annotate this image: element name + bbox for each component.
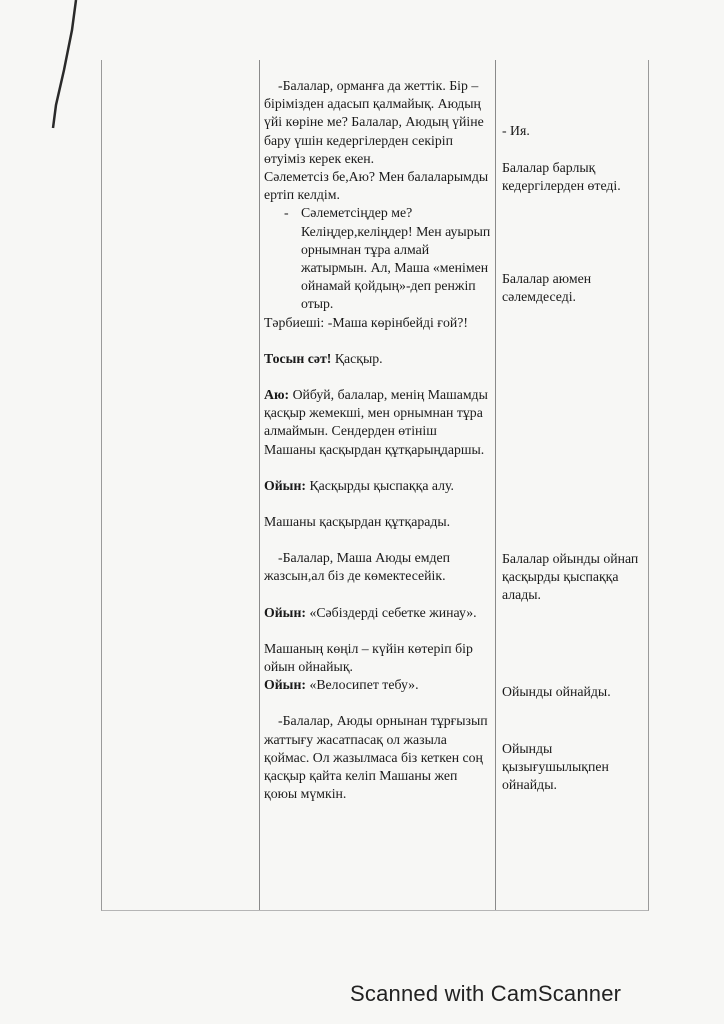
game2-text: «Сәбіздерді себетке жинау». bbox=[309, 604, 477, 620]
scan-edge-mark bbox=[48, 0, 78, 130]
game2-label: Ойын: bbox=[264, 604, 306, 620]
bear-label: Аю: bbox=[264, 387, 290, 403]
intro-paragraph: -Балалар, орманға да жеттік. Бір – бірімізден адасып қалмайық. Аюдың үйі көріне ме? Балалар, Аюдың үйіне бару үшін кедергілерден секіріп өтуіміз керек екен. bbox=[264, 78, 484, 166]
game3-label: Ойын: bbox=[264, 677, 306, 693]
teacher-activity-column bbox=[264, 77, 492, 804]
mood-line: Машаның көңіл – күйін көтеріп бір ойын ойнайық. bbox=[264, 640, 473, 675]
bullet-dash: - bbox=[284, 205, 289, 221]
game1-line bbox=[264, 477, 492, 495]
help-line: -Балалар, Маша Аюды емдеп жазсын,ал біз де көмектесейік. bbox=[264, 550, 450, 584]
column-divider-right bbox=[495, 60, 496, 910]
game3-text: «Велосипет тебу». bbox=[309, 677, 419, 693]
child-play-interest: Ойынды қызығушылықпен ойнайды. bbox=[502, 741, 609, 793]
bear-reply-text: Сәлеметсіңдер ме? Келіңдер,келіңдер! Мен ауырып орнымнан тұра алмай жатырмын. Ал, Маша «менімен ойнамай қойдың»-деп ренжіп отыр. bbox=[301, 205, 491, 312]
child-play-game: Ойынды ойнайды. bbox=[502, 684, 611, 699]
closing-paragraph: -Балалар, Аюды орнынан тұрғызып жаттығу жасатпасақ ол жазыла қоймас. Ол жазылмаса біз кеткен соң қасқыр қайта келіп Машаны жеп қоюы мүмкін. bbox=[264, 713, 488, 802]
rescue-line: Машаны қасқырдан құтқарады. bbox=[264, 514, 451, 530]
bear-speech bbox=[264, 386, 492, 459]
child-obstacles: Балалар барлық кедергілерден өтеді. bbox=[502, 160, 621, 194]
game2-line bbox=[264, 604, 492, 622]
game1-label: Ойын: bbox=[264, 477, 306, 493]
surprise-text: Қасқыр. bbox=[334, 350, 383, 366]
teacher-text: -Маша көрінбейді ғой?! bbox=[327, 314, 468, 330]
surprise-line bbox=[264, 350, 492, 368]
child-greet-bear: Балалар аюмен сәлемдеседі. bbox=[502, 271, 592, 305]
bear-speech-text: Ойбуй, балалар, менің Машамды қасқыр жемекші, мен орнымнан тұра алмаймын. Сендерден өтініш Машаны қасқырдан құтқарыңдаршы. bbox=[264, 387, 488, 457]
greeting-paragraph: Сәлеметсіз бе,Аю? Мен балаларымды ертіп келдім. bbox=[264, 169, 489, 203]
teacher-line bbox=[264, 314, 492, 332]
column-divider-left bbox=[259, 60, 260, 910]
game1-text: Қасқырды қыспаққа алу. bbox=[309, 477, 455, 493]
game3-line bbox=[264, 676, 492, 694]
child-play-wolf: Балалар ойынды ойнап қасқырды қыспаққа алады. bbox=[502, 551, 639, 603]
bear-reply-bullet bbox=[264, 204, 492, 313]
scanner-watermark: Scanned with CamScanner bbox=[350, 981, 622, 1006]
child-yes: - Ия. bbox=[502, 123, 530, 138]
surprise-label: Тосын сәт! bbox=[264, 350, 332, 366]
teacher-label: Тәрбиеші: bbox=[264, 314, 325, 330]
